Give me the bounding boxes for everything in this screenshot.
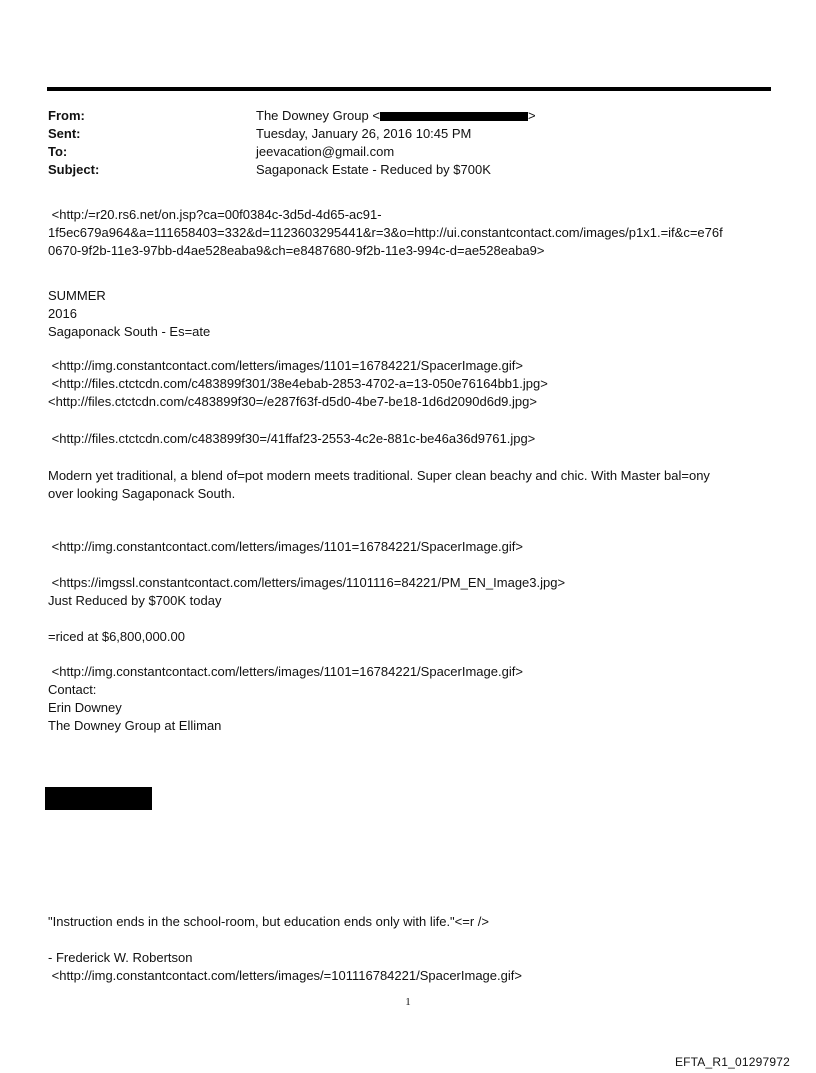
page-number: 1 — [405, 996, 411, 1008]
contact-block: <http://img.constantcontact.com/letters/images/1101=16784221/SpacerImage.gif> Contact: Erin Downey The Downey Group at Elliman — [48, 664, 523, 733]
to-value: jeevacation@gmail.com — [256, 144, 395, 159]
from-value-end: > — [527, 108, 536, 123]
header-rule — [47, 87, 771, 91]
sent-value: Tuesday, January 26, 2016 10:45 PM — [256, 126, 472, 141]
subject-label: Subject: — [48, 162, 100, 177]
price: =riced at $6,800,000.00 — [48, 629, 185, 644]
from-value — [256, 107, 536, 125]
subject-value: Sagaponack Estate - Reduced by $700K — [256, 162, 491, 177]
quote-attribution: - Frederick W. Robertson <http://img.constantcontact.com/letters/images/=101116784221/SpacerImage.gif> — [48, 950, 522, 983]
spacer-link-1: <http://img.constantcontact.com/letters/images/1101=16784221/SpacerImage.gif> — [48, 539, 523, 554]
to-label: To: — [48, 144, 68, 159]
bates-number: EFTA_R1_01297972 — [674, 1055, 790, 1069]
price-reduction: <https://imgssl.constantcontact.com/letters/images/1101116=84221/PM_EN_Image3.jpg> Just Reduced by $700K today — [48, 575, 566, 608]
tracking-link: <http:/=r20.rs6.net/on.jsp?ca=00f0384c-3d5d-4d65-ac91- 1f5ec679a964&a=111658403=332&d=1123603295441&r=3&o=http://ui.constantcontact.com/images/p1x1.=if&c=e76f 0670-9f2b-11e3-97bb-d4ae528eaba9&ch=e8487680-9f2b-11e3-994c-d=ae528eaba9> — [48, 207, 723, 258]
title-block: SUMMER 2016 Sagaponack South - Es=ate — [48, 288, 211, 339]
sent-label: Sent: — [48, 126, 81, 141]
redacted-email — [380, 112, 528, 121]
image-link-2: <http://files.ctctcdn.com/c483899f30=/41ffaf23-2553-4c2e-881c-be46a36d9761.jpg> — [48, 431, 536, 446]
from-name: The Downey Group < — [256, 108, 380, 123]
image-links-1: <http://img.constantcontact.com/letters/images/1101=16784221/SpacerImage.gif> <http://files.ctctcdn.com/c483899f301/38e4ebab-2853-4702-a=13-050e76164bb1.jpg> <http://files.ctctcdn.com/c483899f30=/e287f63f-d5d0-4be7-be18-1d6d2090d6d9.jpg> — [48, 358, 548, 409]
redaction-box — [45, 787, 152, 810]
description: Modern yet traditional, a blend of=pot modern meets traditional. Super clean beachy and chic. With Master bal=ony over looking Sagaponack South. — [48, 468, 710, 501]
from-label: From: — [48, 108, 85, 123]
quote: "Instruction ends in the school-room, but education ends only with life."<=r /> — [48, 914, 490, 929]
